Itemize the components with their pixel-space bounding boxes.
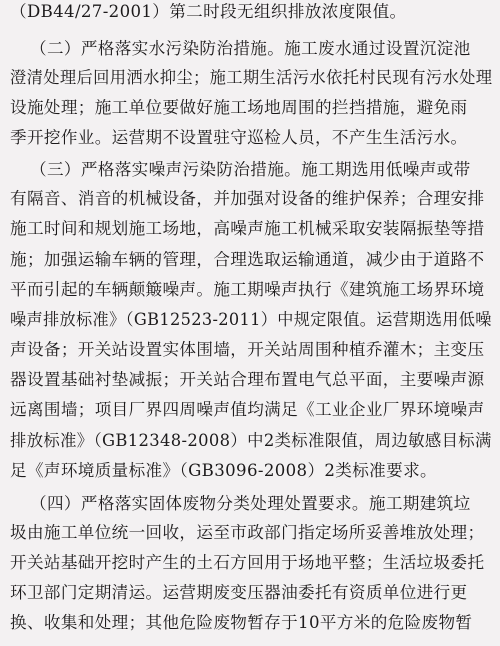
text-line: 有隔音、消音的机械设备，并加强对设备的维护保养；合理安排 [10,189,485,208]
text-line: 足《声环境质量标准》（GB3096-2008）2类标准要求。 [10,461,437,480]
text-line: 圾由施工单位统一回收，运至市政部门指定场所妥善堆放处理； [10,523,485,542]
text-line: 声设备；开关站设置实体围墙，开关站周围种植乔灌木；主变压 [10,340,485,359]
paragraph-3-heading-line: （三）严格落实噪声污染防治措施。施工期选用低噪声或带 [30,160,471,179]
text-line: 季开挖作业。运营期不设置驻守巡检人员，不产生生活污水。 [10,128,468,147]
text-line: 噪声排放标准》（GB12523-2011）中规定限值。运营期选用低噪 [10,310,492,329]
text-line: 施工时间和规划施工场地，高噪声施工机械采取安装隔振垫等措 [10,219,485,238]
text-line: 澄清处理后回用洒水抑尘；施工期生活污水依托村民现有污水处理 [10,68,493,87]
text-line: 排放标准》（GB12348-2008）中2类标准限值，周边敏感目标满 [10,431,492,450]
paragraph-2-heading-line: （二）严格落实水污染防治措施。施工废水通过设置沉淀池 [30,39,471,58]
text-line: 环卫部门定期清运。运营期废变压器油委托有资质单位进行更 [10,583,468,602]
text-line: 开关站基础开挖时产生的土石方回用于场地平整；生活垃圾委托 [10,553,485,572]
paragraph-4-heading-line: （四）严格落实固体废物分类处理处置要求。施工期建筑垃 [30,494,471,513]
text-line: 设施处理；施工单位要做好施工场地周围的拦挡措施，避免雨 [10,98,468,117]
text-line: 远离围墙；项目厂界四周噪声值均满足《工业企业厂界环境噪声 [10,400,485,419]
text-line: 换、收集和处理；其他危险废物暂存于10平方米的危险废物暂 [10,613,473,632]
text-line: 平而引起的车辆颠簸噪声。施工期噪声执行《建筑施工场界环境 [10,280,485,299]
text-line: （DB44/27-2001）第二时段无组织排放浓度限值。 [10,2,407,21]
text-line: 器设置基础衬垫减振；开关站合理布置电气总平面，主要噪声源 [10,370,485,389]
text-line: 施；加强运输车辆的管理，合理选取运输通道，减少由于道路不 [10,250,485,269]
